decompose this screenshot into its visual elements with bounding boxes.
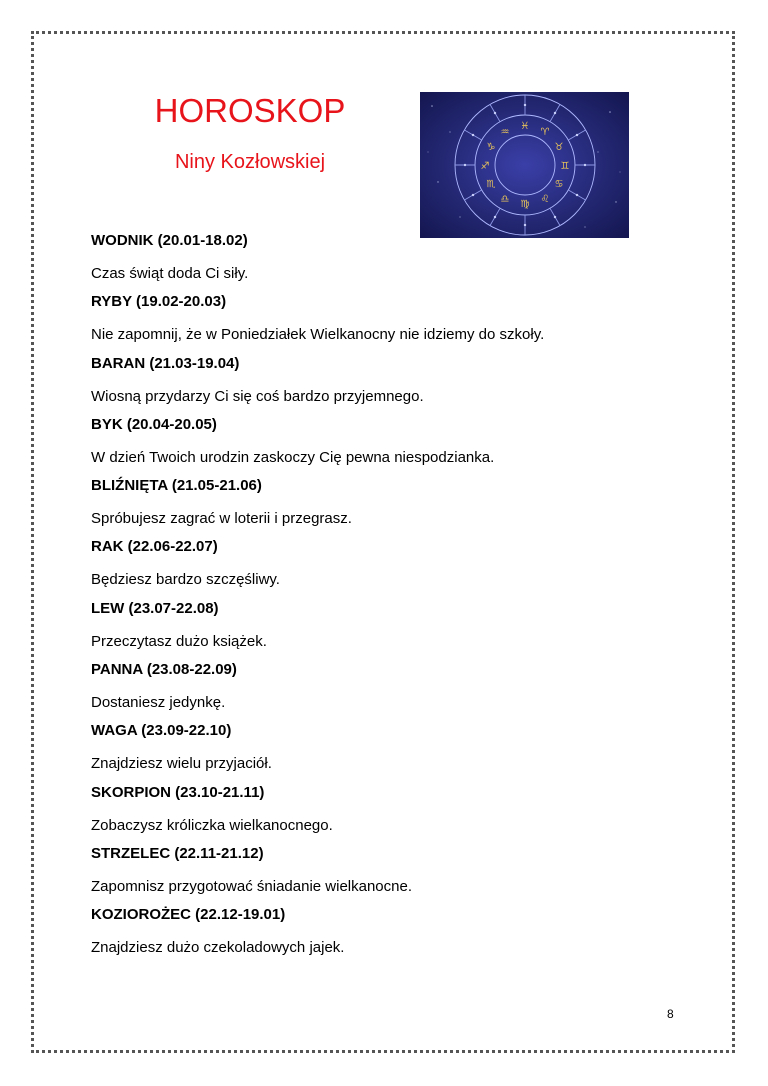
- svg-text:♈: ♈: [540, 127, 550, 138]
- sign-heading: BLIŹNIĘTA (21.05-21.06): [91, 477, 262, 495]
- prediction-text: Znajdziesz dużo czekoladowych jajek.: [91, 939, 345, 957]
- prediction-text: Dostaniesz jedynkę.: [91, 694, 226, 712]
- horoscope-entry-koziorozec: [91, 903, 691, 964]
- sign-heading: RAK (22.06-22.07): [91, 538, 218, 556]
- svg-text:♎: ♎: [500, 194, 510, 205]
- sign-heading: BARAN (21.03-19.04): [91, 354, 240, 372]
- sign-heading: WODNIK (20.01-18.02): [91, 232, 248, 249]
- sign-heading: STRZELEC (22.11-21.12): [91, 844, 264, 862]
- svg-text:♍: ♍: [520, 199, 530, 210]
- page-title: HOROSKOP: [154, 92, 346, 129]
- horoscope-entry-blizneta: [91, 474, 691, 535]
- horoscope-entry-lew: [91, 597, 691, 658]
- sign-heading: RYBY (19.02-20.03): [91, 293, 227, 311]
- prediction-text: Znajdziesz wielu przyjaciół.: [91, 755, 272, 773]
- zodiac-wheel-image: [420, 92, 629, 238]
- horoscope-entry-byk: [91, 413, 691, 474]
- horoscope-entry-baran: [91, 352, 691, 413]
- sign-heading: BYK (20.04-20.05): [91, 415, 217, 433]
- page-number: 8: [667, 1007, 674, 1021]
- prediction-text: Czas świąt doda Ci siły.: [91, 265, 249, 282]
- svg-text:♉: ♉: [554, 142, 564, 153]
- svg-text:♑: ♑: [486, 142, 496, 153]
- svg-text:♏: ♏: [486, 179, 496, 190]
- svg-text:♌: ♌: [540, 194, 550, 205]
- horoscope-entry-wodnik: [91, 229, 691, 290]
- prediction-text: Nie zapomnij, że w Poniedziałek Wielkanocny nie idziemy do szkoły.: [91, 326, 545, 344]
- horoscope-entry-rak: [91, 535, 691, 596]
- svg-text:♓: ♓: [520, 121, 530, 132]
- prediction-text: W dzień Twoich urodzin zaskoczy Cię pewna niespodzianka.: [91, 448, 495, 466]
- svg-text:♋: ♋: [554, 179, 564, 190]
- page-subtitle: Niny Kozłowskiej: [174, 151, 326, 173]
- prediction-text: Zobaczysz króliczka wielkanocnego.: [91, 816, 333, 834]
- sign-heading: PANNA (23.08-22.09): [91, 661, 237, 679]
- svg-text:♊: ♊: [560, 161, 570, 172]
- horoscope-entry-ryby: [91, 290, 691, 351]
- prediction-text: Przeczytasz dużo książek.: [91, 632, 267, 650]
- sign-heading: SKORPION (23.10-21.11): [91, 783, 265, 801]
- sign-heading: LEW (23.07-22.08): [91, 599, 219, 617]
- svg-text:♐: ♐: [480, 161, 490, 172]
- sign-heading: WAGA (23.09-22.10): [91, 722, 232, 740]
- horoscope-entry-waga: [91, 719, 691, 780]
- prediction-text: Będziesz bardzo szczęśliwy.: [91, 571, 280, 589]
- horoscope-list: [91, 229, 691, 965]
- sign-heading: KOZIOROŻEC (22.12-19.01): [91, 906, 286, 924]
- prediction-text: Zapomnisz przygotować śniadanie wielkanocne.: [91, 877, 413, 895]
- horoscope-entry-skorpion: [91, 781, 691, 842]
- svg-text:♒: ♒: [500, 127, 510, 138]
- prediction-text: Spróbujesz zagrać w loterii i przegrasz.: [91, 510, 352, 528]
- prediction-text: Wiosną przydarzy Ci się coś bardzo przyjemnego.: [91, 387, 424, 405]
- horoscope-entry-strzelec: [91, 842, 691, 903]
- horoscope-entry-panna: [91, 658, 691, 719]
